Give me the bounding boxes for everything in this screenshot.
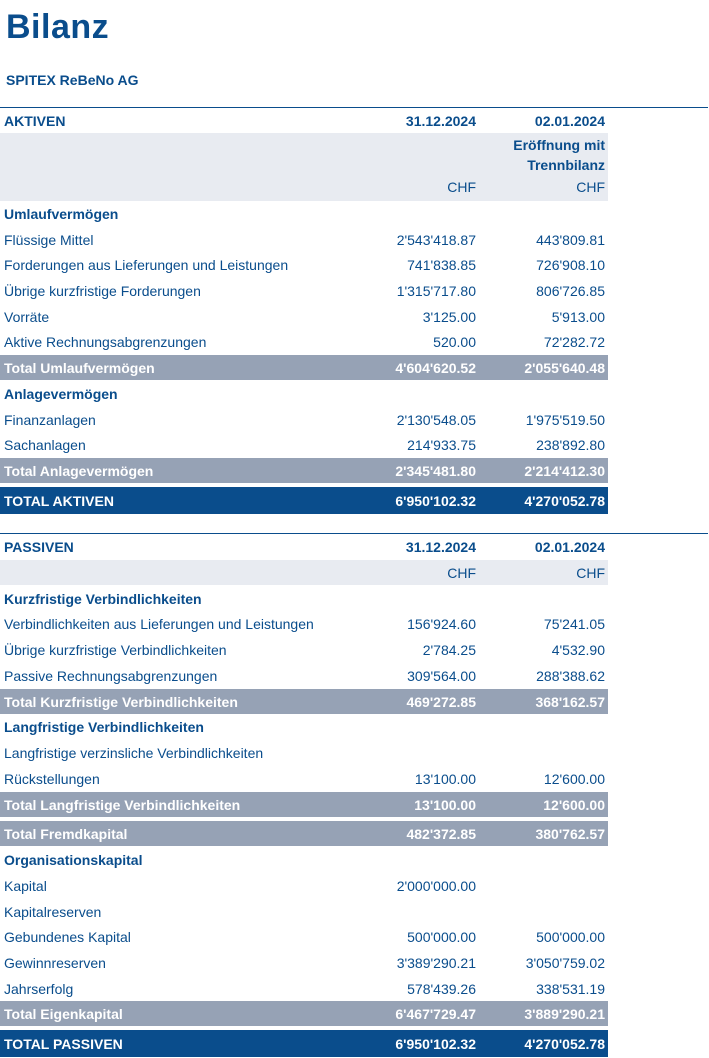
total-value-opening: 2'214'412.30 (524, 462, 605, 479)
aktiven-header-label: AKTIVEN (4, 112, 66, 129)
passiven-header-col1: 31.12.2024 (405, 538, 476, 555)
table-row (0, 663, 608, 688)
table-row (0, 432, 608, 457)
row-value-opening: 806'726.85 (536, 282, 605, 299)
section-kurzfristige-verbindlichkeiten (0, 586, 608, 611)
row-value-opening: 726'908.10 (536, 256, 605, 273)
row-label: Übrige kurzfristige Forderungen (4, 282, 201, 299)
page-title: Bilanz (6, 8, 110, 46)
passiven-header-label: PASSIVEN (4, 538, 74, 555)
row-value-opening: 5'913.00 (551, 308, 605, 325)
table-row (0, 637, 608, 662)
total-label: Total Eigenkapital (4, 1005, 123, 1022)
row-value-2024: 156'924.60 (407, 615, 476, 632)
row-value-opening: 4'532.90 (551, 641, 605, 658)
total-row-kurzfristige (0, 689, 608, 714)
row-value-2024: 2'130'548.05 (396, 411, 476, 428)
total-label: Total Kurzfristige Verbindlichkeiten (4, 693, 238, 710)
row-value-opening: 3'050'759.02 (525, 954, 605, 971)
row-value-opening: 75'241.05 (543, 615, 605, 632)
section-title: Kurzfristige Verbindlichkeiten (4, 590, 202, 607)
row-value-opening: 12'600.00 (543, 770, 605, 787)
table-row (0, 766, 608, 791)
row-value-2024: 13'100.00 (414, 770, 476, 787)
currency-col1: CHF (447, 564, 476, 581)
row-label: Flüssige Mittel (4, 231, 94, 248)
table-row (0, 278, 608, 303)
passiven-header (0, 534, 608, 559)
total-label: Total Langfristige Verbindlichkeiten (4, 796, 241, 813)
total-value-2024: 13'100.00 (414, 796, 476, 813)
row-label: Finanzanlagen (4, 411, 96, 428)
row-value-opening: 72'282.72 (543, 333, 605, 350)
aktiven-header-col2: 02.01.2024 (534, 112, 605, 129)
total-row-umlaufvermoegen (0, 355, 608, 380)
table-row (0, 329, 608, 354)
row-value-2024: 741'838.85 (407, 256, 476, 273)
total-value-opening: 12'600.00 (543, 796, 605, 813)
total-row-eigenkapital (0, 1001, 608, 1026)
row-value-2024: 578'439.26 (407, 980, 476, 997)
company-name: SPITEX ReBeNo AG (6, 72, 139, 88)
total-value-2024: 469'272.85 (406, 693, 476, 710)
row-label: Gewinnreserven (4, 954, 106, 971)
section-title: Langfristige Verbindlichkeiten (4, 718, 204, 735)
section-title: Organisationskapital (4, 851, 143, 868)
currency-col2: CHF (576, 564, 605, 581)
row-value-opening: 1'975'519.50 (525, 411, 605, 428)
section-organisationskapital (0, 847, 608, 872)
table-row (0, 227, 608, 252)
grand-total-value-2024: 6'950'102.32 (395, 1035, 476, 1052)
passiven-header-col2: 02.01.2024 (534, 538, 605, 555)
row-label: Vorräte (4, 308, 50, 325)
row-value-2024: 520.00 (433, 333, 476, 350)
total-value-2024: 482'372.85 (406, 825, 476, 842)
row-label: Kapitalreserven (4, 903, 102, 920)
total-label: Total Fremdkapital (4, 825, 128, 842)
aktiven-column-notes (0, 133, 608, 201)
row-label: Übrige kurzfristige Verbindlichkeiten (4, 641, 227, 658)
row-label: Aktive Rechnungsabgrenzungen (4, 333, 207, 350)
row-value-opening: 288'388.62 (536, 667, 605, 684)
total-row-fremdkapital (0, 821, 608, 846)
table-row (0, 611, 608, 636)
row-value-2024: 3'125.00 (422, 308, 476, 325)
col2-note-line1: Eröffnung mit (513, 137, 605, 153)
currency-col2: CHF (576, 179, 605, 195)
aktiven-header-col1: 31.12.2024 (405, 112, 476, 129)
total-label: Total Anlagevermögen (4, 462, 154, 479)
row-value-2024: 309'564.00 (407, 667, 476, 684)
total-value-2024: 2'345'481.80 (395, 462, 476, 479)
row-label: Rückstellungen (4, 770, 100, 787)
total-value-2024: 4'604'620.52 (395, 359, 476, 376)
total-value-opening: 2'055'640.48 (524, 359, 605, 376)
total-value-opening: 3'889'290.21 (524, 1005, 605, 1022)
row-label: Jahrserfolg (4, 980, 74, 997)
row-value-2024: 500'000.00 (407, 928, 476, 945)
passiven-currency-row (0, 560, 608, 585)
table-row (0, 252, 608, 277)
grand-total-value-2024: 6'950'102.32 (395, 492, 476, 509)
grand-total-label: TOTAL AKTIVEN (4, 492, 114, 509)
table-row (0, 304, 608, 329)
aktiven-header (0, 108, 608, 133)
grand-total-label: TOTAL PASSIVEN (4, 1035, 123, 1052)
table-row (0, 976, 608, 1001)
grand-total-aktiven (0, 487, 608, 514)
table-row (0, 899, 608, 924)
row-label: Forderungen aus Lieferungen und Leistungen (4, 256, 289, 273)
row-value-opening: 238'892.80 (536, 436, 605, 453)
total-value-2024: 6'467'729.47 (395, 1005, 476, 1022)
row-value-opening: 443'809.81 (536, 231, 605, 248)
row-value-2024: 214'933.75 (407, 436, 476, 453)
total-label: Total Umlaufvermögen (4, 359, 155, 376)
row-value-2024: 2'784.25 (422, 641, 476, 658)
row-value-2024: 1'315'717.80 (396, 282, 476, 299)
row-value-2024: 2'000'000.00 (396, 877, 476, 894)
table-row (0, 740, 608, 765)
row-label: Passive Rechnungsabgrenzungen (4, 667, 218, 684)
total-row-langfristige (0, 792, 608, 817)
table-row (0, 924, 608, 949)
row-label: Langfristige verzinsliche Verbindlichkeiten (4, 744, 264, 761)
grand-total-passiven (0, 1030, 608, 1057)
table-row (0, 950, 608, 975)
col2-note-line2: Trennbilanz (527, 157, 605, 173)
total-value-opening: 380'762.57 (535, 825, 605, 842)
row-label: Kapital (4, 877, 47, 894)
grand-total-value-opening: 4'270'052.78 (524, 492, 605, 509)
section-langfristige-verbindlichkeiten (0, 714, 608, 739)
row-label: Verbindlichkeiten aus Lieferungen und Leistungen (4, 615, 314, 632)
total-value-opening: 368'162.57 (535, 693, 605, 710)
row-value-opening: 500'000.00 (536, 928, 605, 945)
currency-col1: CHF (447, 179, 476, 195)
section-title: Umlaufvermögen (4, 205, 119, 222)
table-row (0, 407, 608, 432)
row-value-2024: 3'389'290.21 (396, 954, 476, 971)
section-umlaufvermoegen (0, 201, 608, 226)
section-title: Anlagevermögen (4, 385, 118, 402)
row-value-2024: 2'543'418.87 (396, 231, 476, 248)
total-row-anlagevermoegen (0, 458, 608, 483)
row-label: Gebundenes Kapital (4, 928, 131, 945)
row-value-opening: 338'531.19 (536, 980, 605, 997)
grand-total-value-opening: 4'270'052.78 (524, 1035, 605, 1052)
row-label: Sachanlagen (4, 436, 86, 453)
table-row (0, 873, 608, 898)
section-anlagevermoegen (0, 381, 608, 406)
